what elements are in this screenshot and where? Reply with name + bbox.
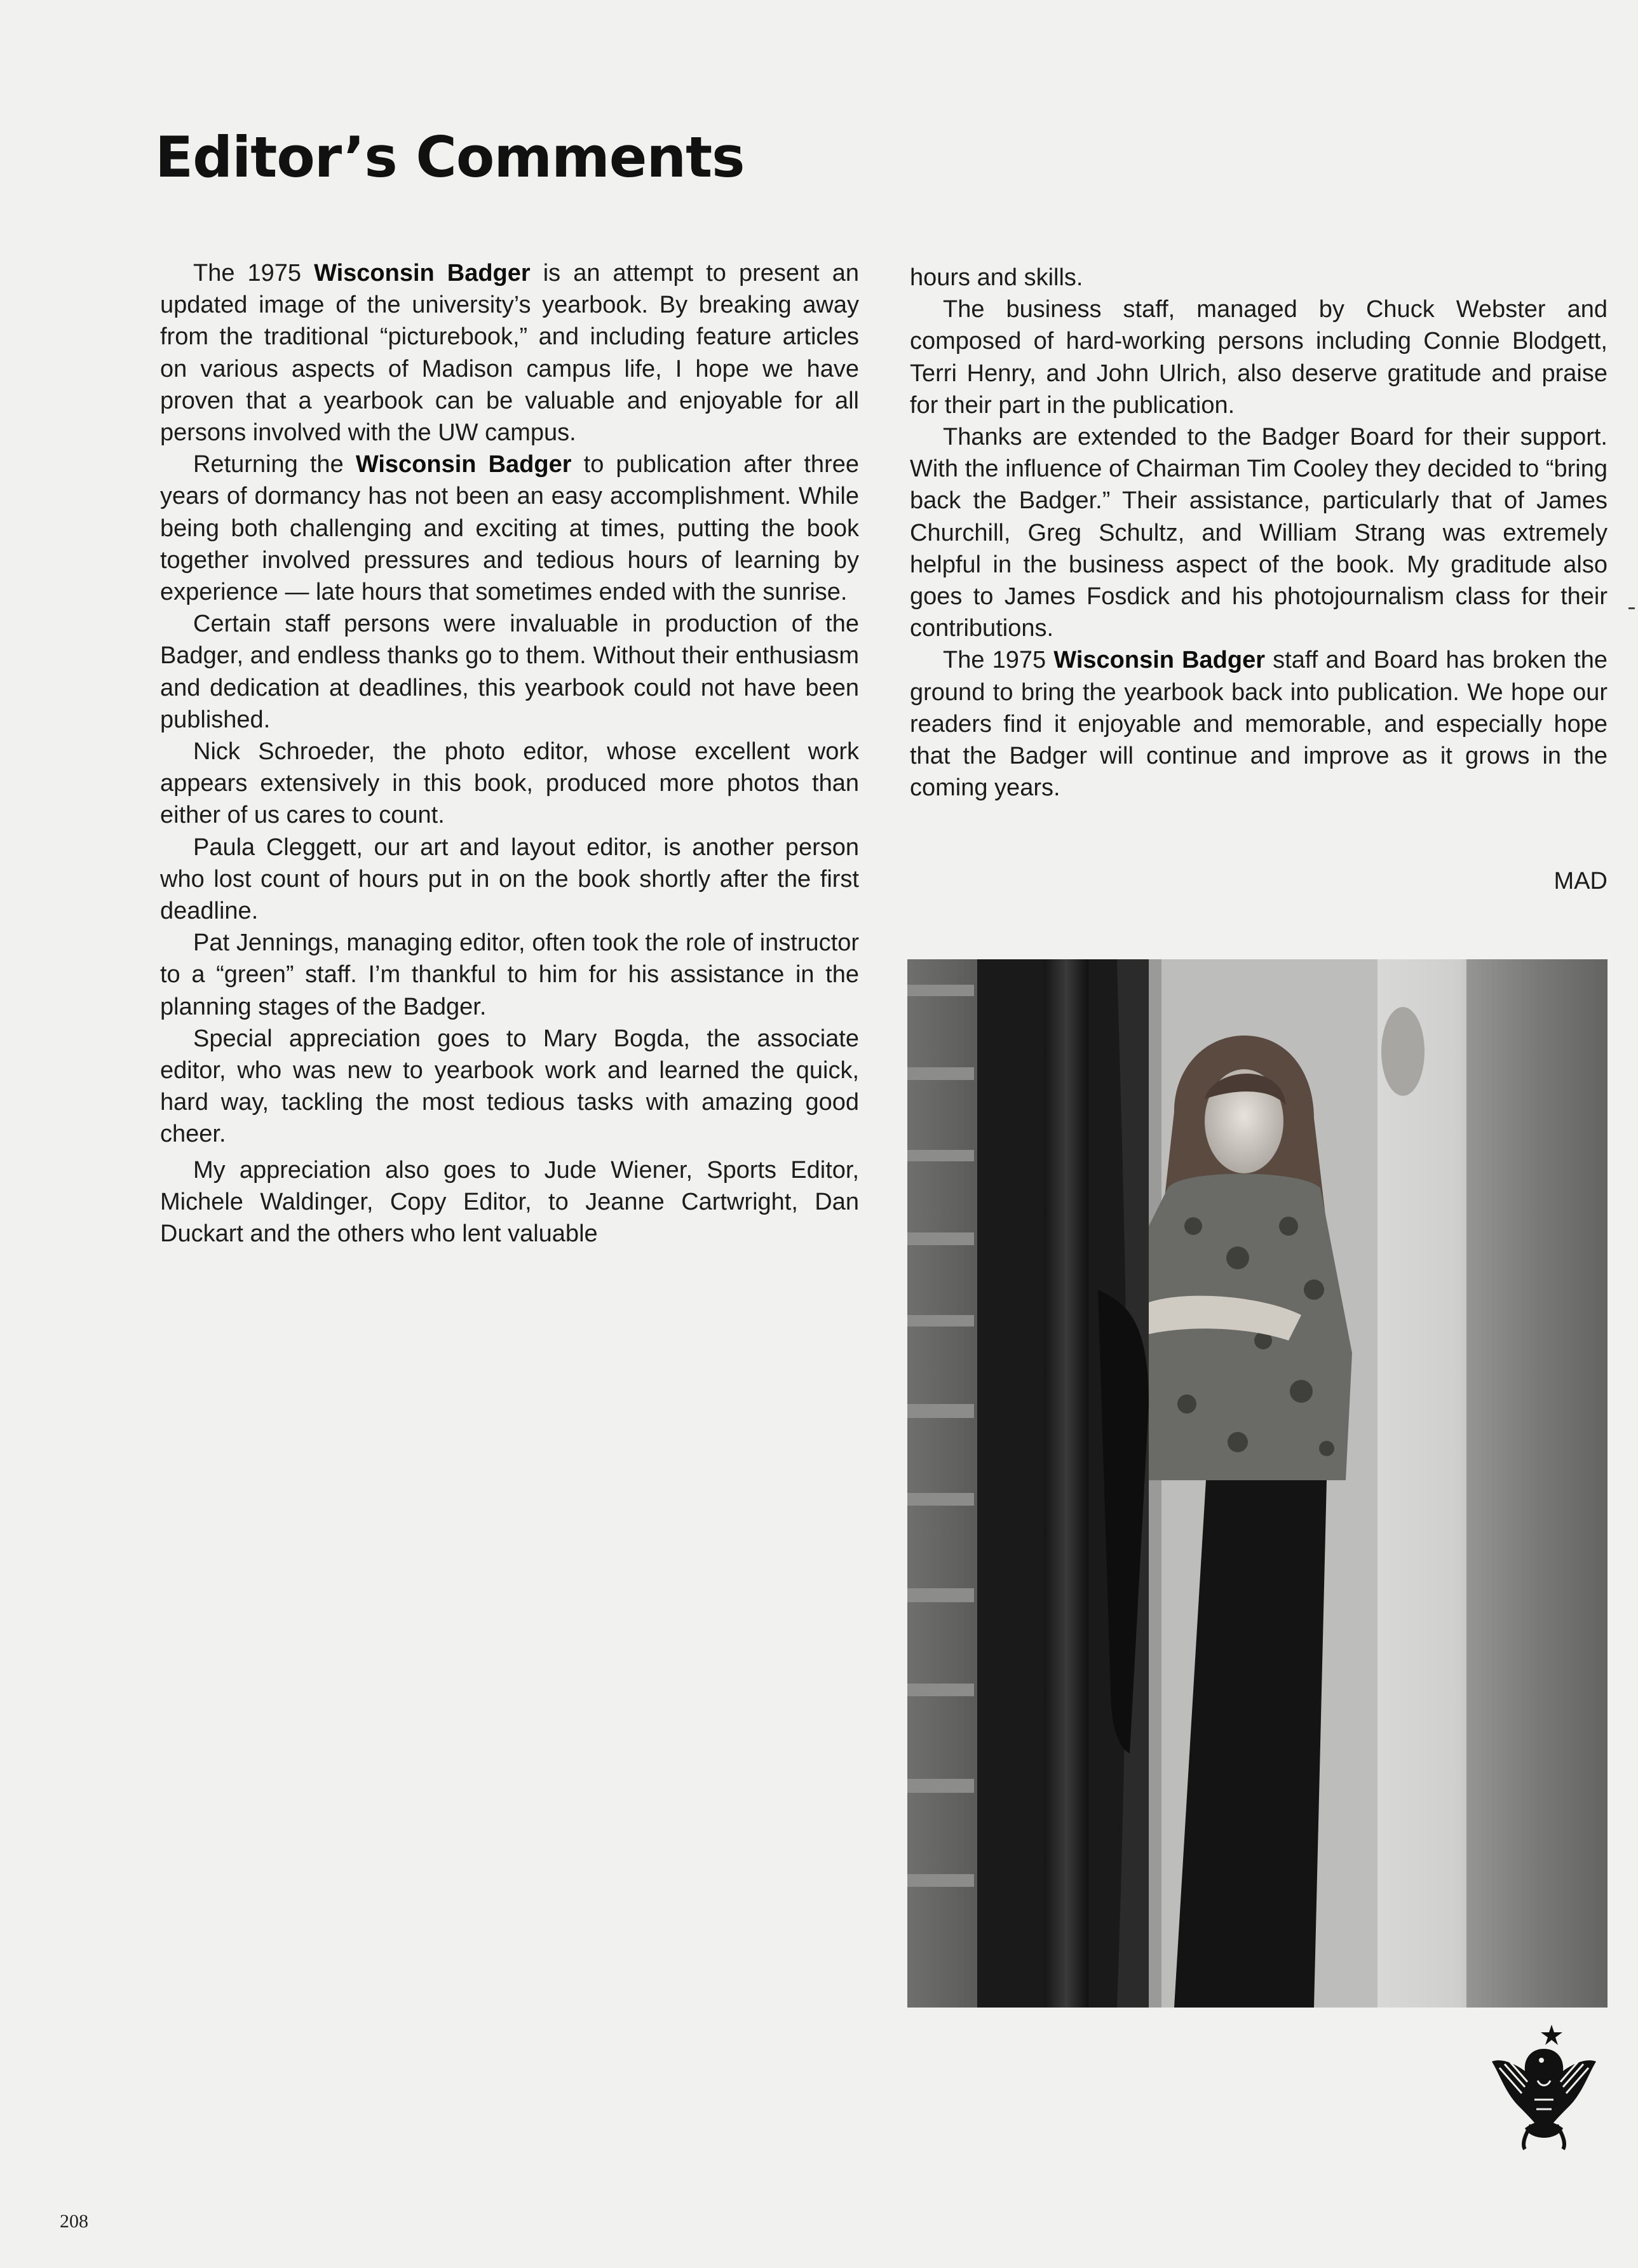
editor-photo	[907, 959, 1608, 2008]
paragraph: Nick Schroeder, the photo editor, whose excellent work appears extensively in this book, produced more photos than either of us cares to count.	[160, 738, 859, 829]
page-number: 208	[60, 2211, 88, 2232]
right-text-column	[910, 262, 1608, 804]
paragraph: Pat Jennings, managing editor, often took the role of instructor to a “green” staff. I’m thankful to him for his assistance in the planning stages of the Badger.	[160, 929, 859, 1020]
paragraph: Thanks are extended to the Badger Board for their support. With the influence of Chairman Tim Cooley they decided to “bring back the Badger.” Their assistance, particularly that of James Churchill, Greg Schultz, and William Strang was extremely helpful in the business aspect of the book. My graditude also goes to James Fosdick and his photojournalism class for their contributions.	[910, 424, 1608, 642]
paragraph: The 1975 Wisconsin Badger staff and Board has broken the ground to bring the yearbook back into publication. We hope our readers find it enjoyable and memorable, and especially hope that the Badger will continue and improve as it grows in the coming years.	[910, 647, 1608, 802]
paragraph: The 1975 Wisconsin Badger is an attempt to present an updated image of the university’s yearbook. By breaking away from the traditional “picturebook,” and including feature articles on various aspects of Madison campus life, I hope we have proven that a yearbook can be valuable and enjoyable for all persons involved with the UW campus.	[160, 260, 859, 447]
paragraph: Returning the Wisconsin Badger to publication after three years of dormancy has not been an easy accomplishment. While being both challenging and exciting at times, putting the book together involved pressures and tedious hours of learning by experience — late hours that sometimes ended with the sunrise.	[160, 451, 859, 606]
paragraph-continuation: hours and skills.	[910, 264, 1083, 291]
badger-eagle-emblem	[1487, 2023, 1601, 2150]
margin-mark	[1628, 607, 1635, 609]
paragraph: My appreciation also goes to Jude Wiener, Sports Editor, Michele Waldinger, Copy Editor, to Jeanne Cartwright, Dan Duckart and the others who lent valuable	[160, 1156, 859, 1248]
left-text-column	[160, 257, 859, 1250]
paragraph: Special appreciation goes to Mary Bogda, the associate editor, who was new to yearbook work and learned the quick, hard way, tackling the most tedious tasks with amazing good cheer.	[160, 1025, 859, 1148]
paragraph: Certain staff persons were invaluable in production of the Badger, and endless thanks go to them. Without their enthusiasm and dedication at deadlines, this yearbook could not have been published.	[160, 611, 859, 733]
editor-signature: MAD	[1553, 868, 1608, 894]
page-title: Editor’s Comments	[155, 125, 745, 190]
paragraph: The business staff, managed by Chuck Webster and composed of hard-working persons including Connie Blodgett, Terri Henry, and John Ulrich, also deserve gratitude and praise for their part in the publication.	[910, 296, 1608, 419]
paragraph: Paula Cleggett, our art and layout editor, is another person who lost count of hours put in on the book shortly after the first deadline.	[160, 834, 859, 925]
